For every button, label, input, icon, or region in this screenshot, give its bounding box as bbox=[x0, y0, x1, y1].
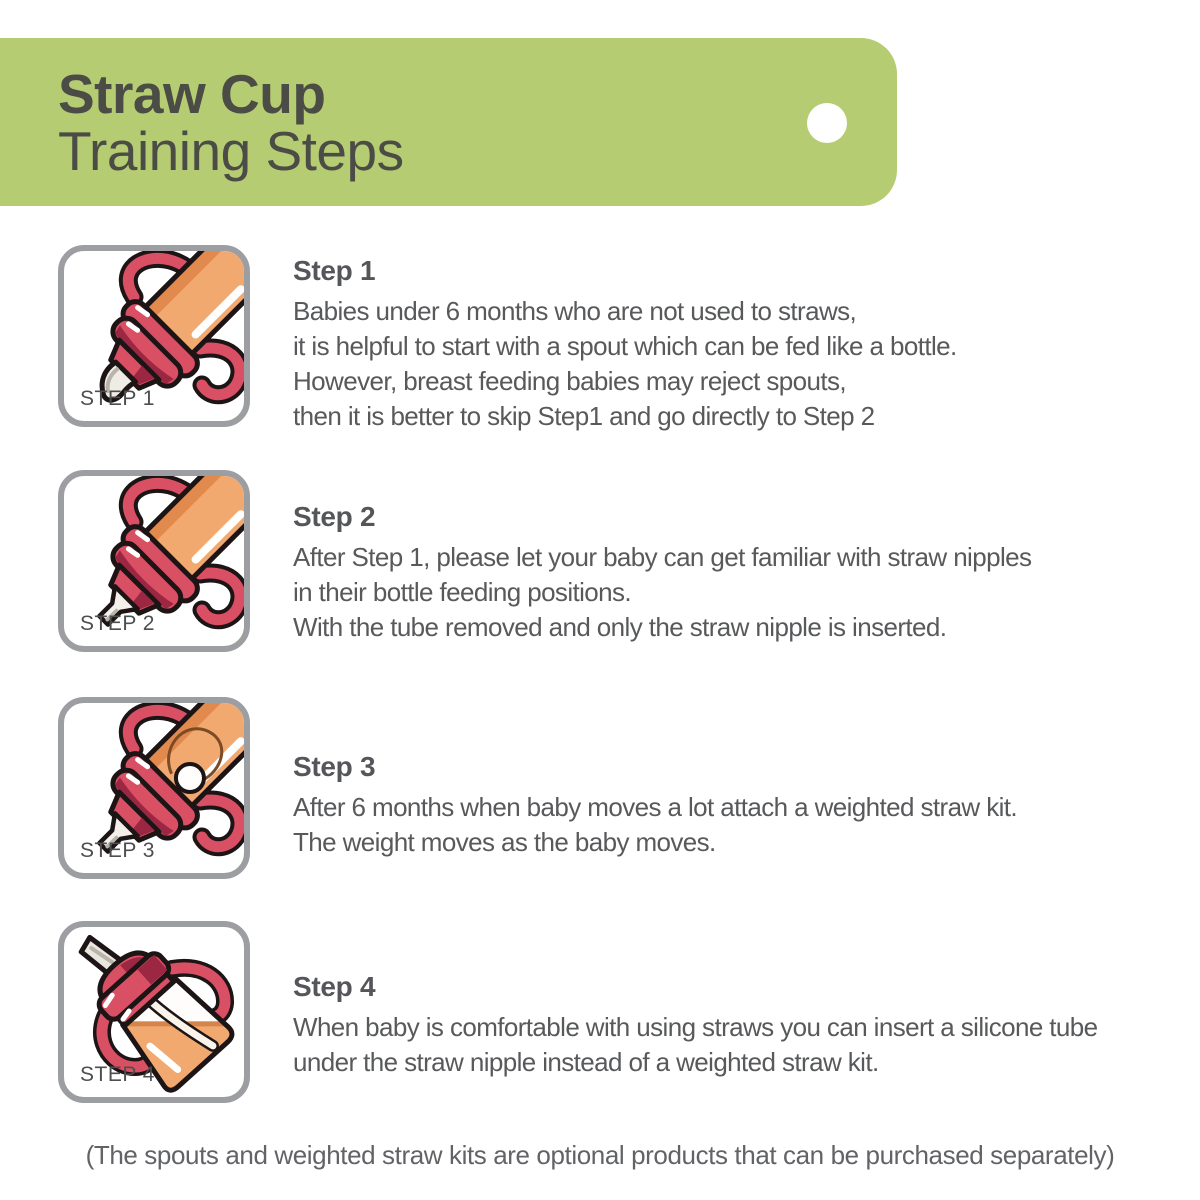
step-line: However, breast feeding babies may reject spouts, bbox=[293, 366, 847, 396]
step-heading: Step 4 bbox=[293, 971, 376, 1002]
step-1-text bbox=[293, 254, 957, 434]
banner-dot-decoration bbox=[807, 103, 847, 143]
page-title: Straw Cup bbox=[58, 63, 326, 125]
step-line: then it is better to skip Step1 and go directly to Step 2 bbox=[293, 401, 875, 431]
step-line: With the tube removed and only the straw nipple is inserted. bbox=[293, 612, 947, 642]
step-line: After 6 months when baby moves a lot attach a weighted straw kit. bbox=[293, 792, 1018, 822]
step-line: in their bottle feeding positions. bbox=[293, 577, 632, 607]
step-heading: Step 3 bbox=[293, 751, 376, 782]
step-badge: STEP 2 bbox=[80, 612, 155, 635]
step-4-illustration-box bbox=[58, 921, 250, 1103]
footnote: (The spouts and weighted straw kits are optional products that can be purchased separately) bbox=[85, 1140, 1115, 1170]
step-badge: STEP 1 bbox=[80, 387, 155, 410]
step-2-text bbox=[293, 500, 1031, 645]
page-subtitle: Training Steps bbox=[58, 120, 404, 182]
step-2-illustration-box bbox=[58, 470, 250, 652]
step-badge: STEP 3 bbox=[80, 839, 155, 862]
header-banner bbox=[0, 38, 897, 206]
step-line: When baby is comfortable with using straws you can insert a silicone tube bbox=[293, 1012, 1098, 1042]
step-line: The weight moves as the baby moves. bbox=[293, 827, 716, 857]
step-1-illustration-box bbox=[58, 245, 250, 427]
step-line: it is helpful to start with a spout which can be fed like a bottle. bbox=[293, 331, 957, 361]
step-3-illustration-box bbox=[58, 697, 250, 879]
step-line: Babies under 6 months who are not used to straws, bbox=[293, 296, 857, 326]
step-heading: Step 1 bbox=[293, 255, 376, 286]
step-badge: STEP 4 bbox=[80, 1063, 155, 1086]
page-title-block bbox=[58, 63, 404, 182]
step-4-text bbox=[293, 970, 1098, 1080]
step-line: under the straw nipple instead of a weighted straw kit. bbox=[293, 1047, 879, 1077]
step-line: After Step 1, please let your baby can get familiar with straw nipples bbox=[293, 542, 1032, 572]
step-heading: Step 2 bbox=[293, 501, 376, 532]
step-3-text bbox=[293, 750, 1017, 860]
